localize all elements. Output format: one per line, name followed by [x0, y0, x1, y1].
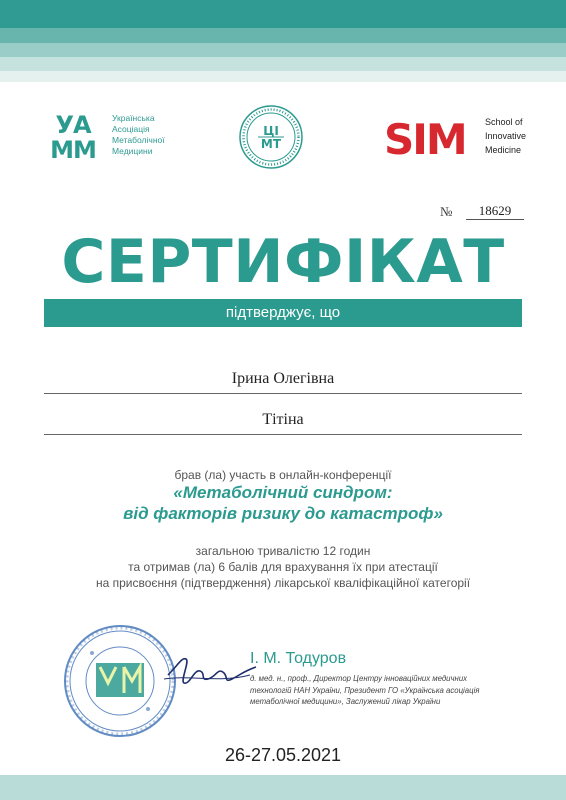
certificate-title: СЕРТИФІКАТ	[61, 227, 505, 297]
certificate-date: 26-27.05.2021	[224, 745, 342, 765]
signer-description-line: технологій НАН України, Президент ГО «Українська асоціація	[250, 685, 480, 695]
uamm-org-line: Асоціація	[112, 124, 150, 134]
uamm-org-line: Медицини	[112, 146, 153, 156]
recipient-last-name: Тітіна	[262, 411, 304, 428]
confirm-bar	[44, 299, 522, 327]
svg-text:SIM: SIM	[384, 116, 466, 158]
footer-band	[0, 775, 566, 800]
certificate-number: 18629	[478, 203, 512, 218]
recipient-line-1	[44, 393, 522, 394]
uamm-org-line: Метаболічної	[112, 135, 165, 145]
svg-text:УА: УА	[55, 111, 91, 139]
event-intro: брав (ла) участь в онлайн-конференції	[174, 468, 392, 482]
svg-text:МТ: МТ	[260, 137, 282, 151]
sim-school-line: School of	[485, 117, 523, 127]
event-description-line: на присвоєння (підтвердження) лікарської кваліфікаційної категорії	[95, 576, 471, 590]
recipient-first-name: Ірина Олегівна	[231, 370, 335, 387]
event-description-line: та отримав (ла) 6 балів для врахування їх при атестації	[128, 560, 438, 574]
certificate-number-label: №	[440, 204, 453, 219]
uamm-org-name	[112, 113, 202, 157]
signer-description	[250, 673, 480, 708]
cimt-logo-icon	[238, 104, 304, 170]
event-description-line: загальною тривалістю 12 годин	[195, 544, 371, 558]
confirm-text: підтверджує, що	[225, 304, 341, 321]
sim-school-name	[485, 115, 555, 157]
header-band-2	[0, 28, 566, 43]
header-band-5	[0, 71, 566, 82]
sim-school-line: Medicine	[485, 145, 522, 155]
sim-logo-icon	[384, 116, 476, 158]
uamm-logo-icon	[44, 108, 102, 160]
header-band-1	[0, 0, 566, 28]
event-title-line-1: «Метаболічний синдром:	[173, 483, 393, 502]
svg-text:ММ: ММ	[50, 136, 96, 160]
signer-name: І. М. Тодуров	[250, 650, 347, 667]
svg-text:ЦІ: ЦІ	[263, 124, 279, 138]
signature-icon	[160, 645, 260, 695]
header-band-3	[0, 43, 566, 57]
certificate-number-underline	[466, 219, 524, 220]
header-band-4	[0, 57, 566, 71]
uamm-org-line: Українська	[112, 113, 155, 123]
sim-school-line: Innovative	[485, 131, 527, 141]
event-title-line-2: від факторів ризику до катастроф»	[123, 504, 443, 523]
signer-description-line: метаболічної медицини», Заслужений лікар України	[250, 697, 441, 706]
recipient-line-2	[44, 434, 522, 435]
signer-description-line: д. мед. н., проф., Директор Центру інноваційних медичних	[250, 674, 468, 683]
